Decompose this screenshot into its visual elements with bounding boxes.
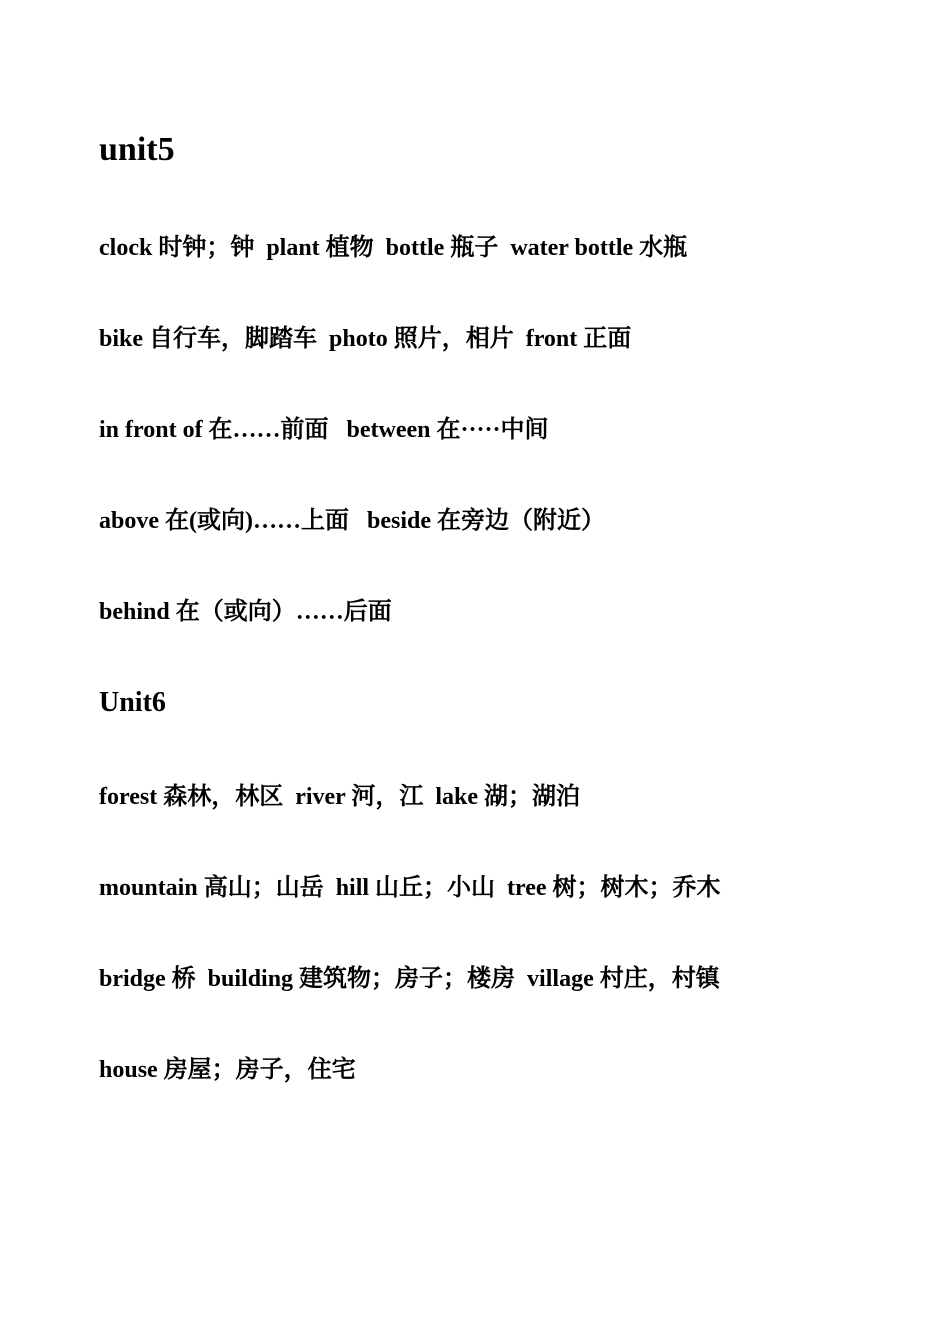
vocab-line: behind 在（或向）……后面 [99,599,392,625]
vocab-line: mountain 高山；山岳 hill 山丘；小山 tree 树；树木；乔木 [99,875,721,901]
vocab-line: house 房屋；房子，住宅 [99,1057,356,1083]
unit5-heading: unit5 [99,131,175,168]
vocab-line: bike 自行车，脚踏车 photo 照片，相片 front 正面 [99,326,632,352]
vocab-line: forest 森林，林区 river 河，江 lake 湖；湖泊 [99,784,581,810]
unit6-heading: Unit6 [99,687,166,718]
vocab-line: above 在(或向)……上面 beside 在旁边（附近） [99,508,605,534]
vocab-line: in front of 在……前面 between 在·····中间 [99,417,549,443]
vocab-line: clock 时钟；钟 plant 植物 bottle 瓶子 water bottle 水瓶 [99,235,688,261]
vocab-line: bridge 桥 building 建筑物；房子；楼房 village 村庄，村镇 [99,966,720,992]
